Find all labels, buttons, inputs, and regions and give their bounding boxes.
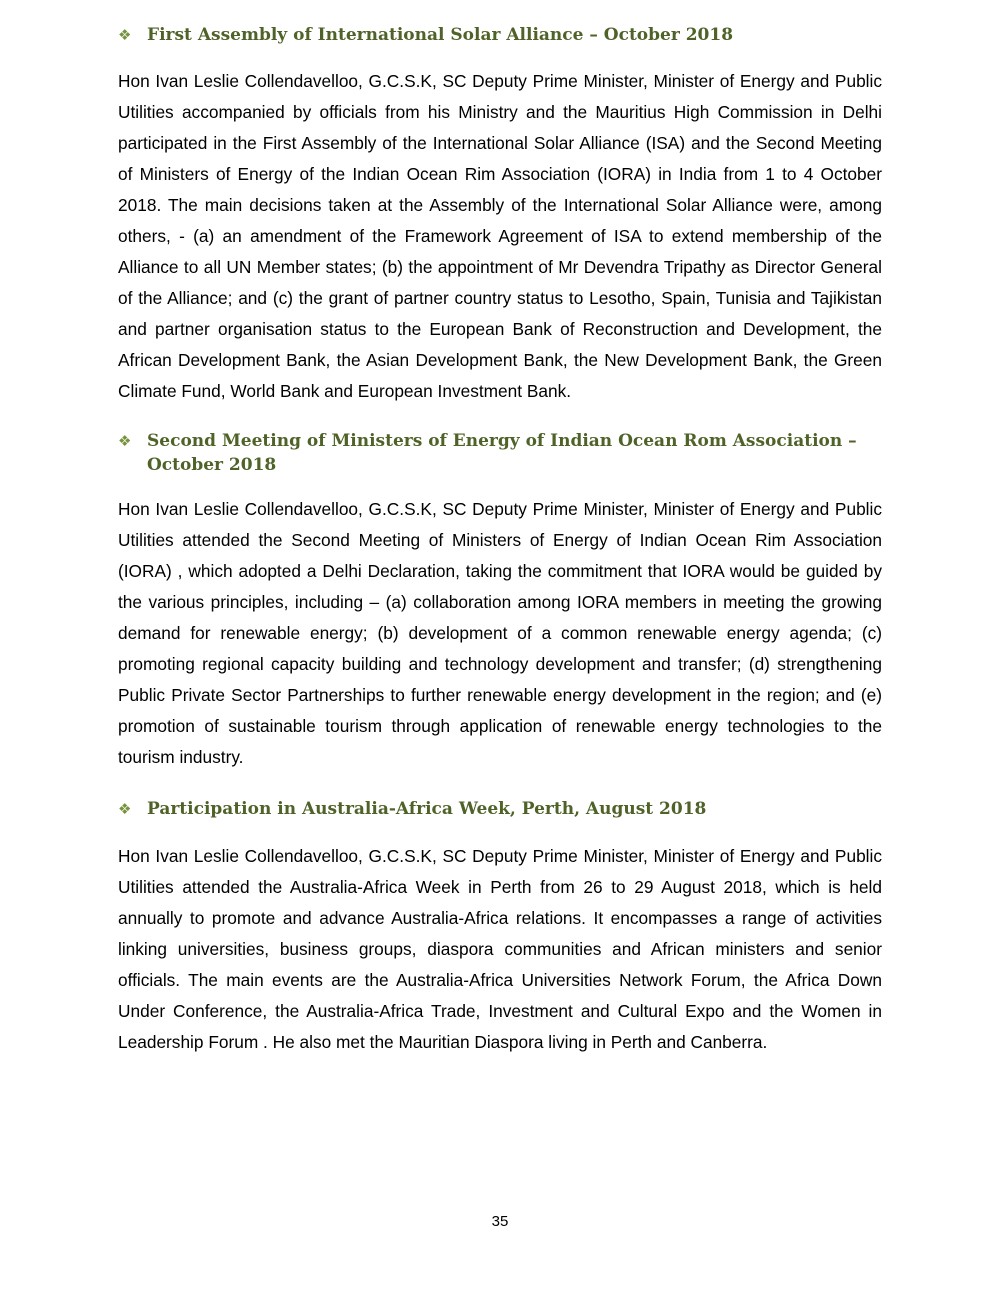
section-body: Hon Ivan Leslie Collendavelloo, G.C.S.K, SC Deputy Prime Minister, Minister of Energy and Public Utilities attended the Second Meeting of Ministers of Energy of Indian Ocean Rim Association (IORA) , which adopted a Delhi Declaration, taking the commitment that IORA would be guided by the various principles, including – (a) collaboration among IORA members in meeting the growing demand for renewable energy; (b) development of a common renewable energy agenda; (c) promoting regional capacity building and technology development and transfer; (d) strengthening Public Private Sector Partnerships to further renewable energy development in the region; and (e) promotion of sustainable tourism through application of renewable energy technologies to the tourism industry. xyxy=(118,499,882,767)
section-body: Hon Ivan Leslie Collendavelloo, G.C.S.K, SC Deputy Prime Minister, Minister of Energy and Public Utilities accompanied by officials from his Ministry and the Mauritius High Commission in Delhi participated in the First Assembly of the International Solar Alliance (ISA) and the Second Meeting of Ministers of Energy of the Indian Ocean Rim Association (IORA) in India from 1 to 4 October 2018. The main decisions taken at the Assembly of the International Solar Alliance were, among others, - (a) an amendment of the Framework Agreement of ISA to extend membership of the Alliance to all UN Member states; (b) the appointment of Mr Devendra Tripathy as Director General of the Alliance; and (c) the grant of partner country status to Lesotho, Spain, Tunisia and Tajikistan and partner organisation status to the European Bank of Reconstruction and Development, the African Development Bank, the Asian Development Bank, the New Development Bank, the Green Climate Fund, World Bank and European Investment Bank. xyxy=(118,71,882,401)
section-heading-text: Second Meeting of Ministers of Energy of Indian Ocean Rom Association – October 2018 xyxy=(147,431,857,475)
section-body: Hon Ivan Leslie Collendavelloo, G.C.S.K, SC Deputy Prime Minister, Minister of Energy and Public Utilities attended the Australia-Africa Week in Perth from 26 to 29 August 2018, which is held annually to promote and advance Australia-Africa relations. It encompasses a range of activities linking universities, business groups, diaspora communities and African ministers and senior officials. The main events are the Australia-Africa Universities Network Forum, the Africa Down Under Conference, the Australia-Africa Trade, Investment and Cultural Expo and the Women in Leadership Forum . He also met the Mauritian Diaspora living in Perth and Canberra. xyxy=(118,846,882,1052)
section-heading-text: Participation in Australia-Africa Week, Perth, August 2018 xyxy=(147,799,707,819)
diamond-bullet-icon: ❖ xyxy=(118,800,132,818)
section-heading xyxy=(118,797,882,821)
section-heading xyxy=(118,429,882,477)
page-number: 35 xyxy=(491,1213,509,1230)
section-heading-text: First Assembly of International Solar Alliance – October 2018 xyxy=(147,25,734,45)
section-iora-meeting xyxy=(118,429,882,773)
section-australia-africa-week xyxy=(118,797,882,1058)
section-heading xyxy=(118,23,882,47)
diamond-bullet-icon: ❖ xyxy=(118,26,132,44)
section-solar-alliance xyxy=(118,23,882,407)
diamond-bullet-icon: ❖ xyxy=(118,432,132,450)
